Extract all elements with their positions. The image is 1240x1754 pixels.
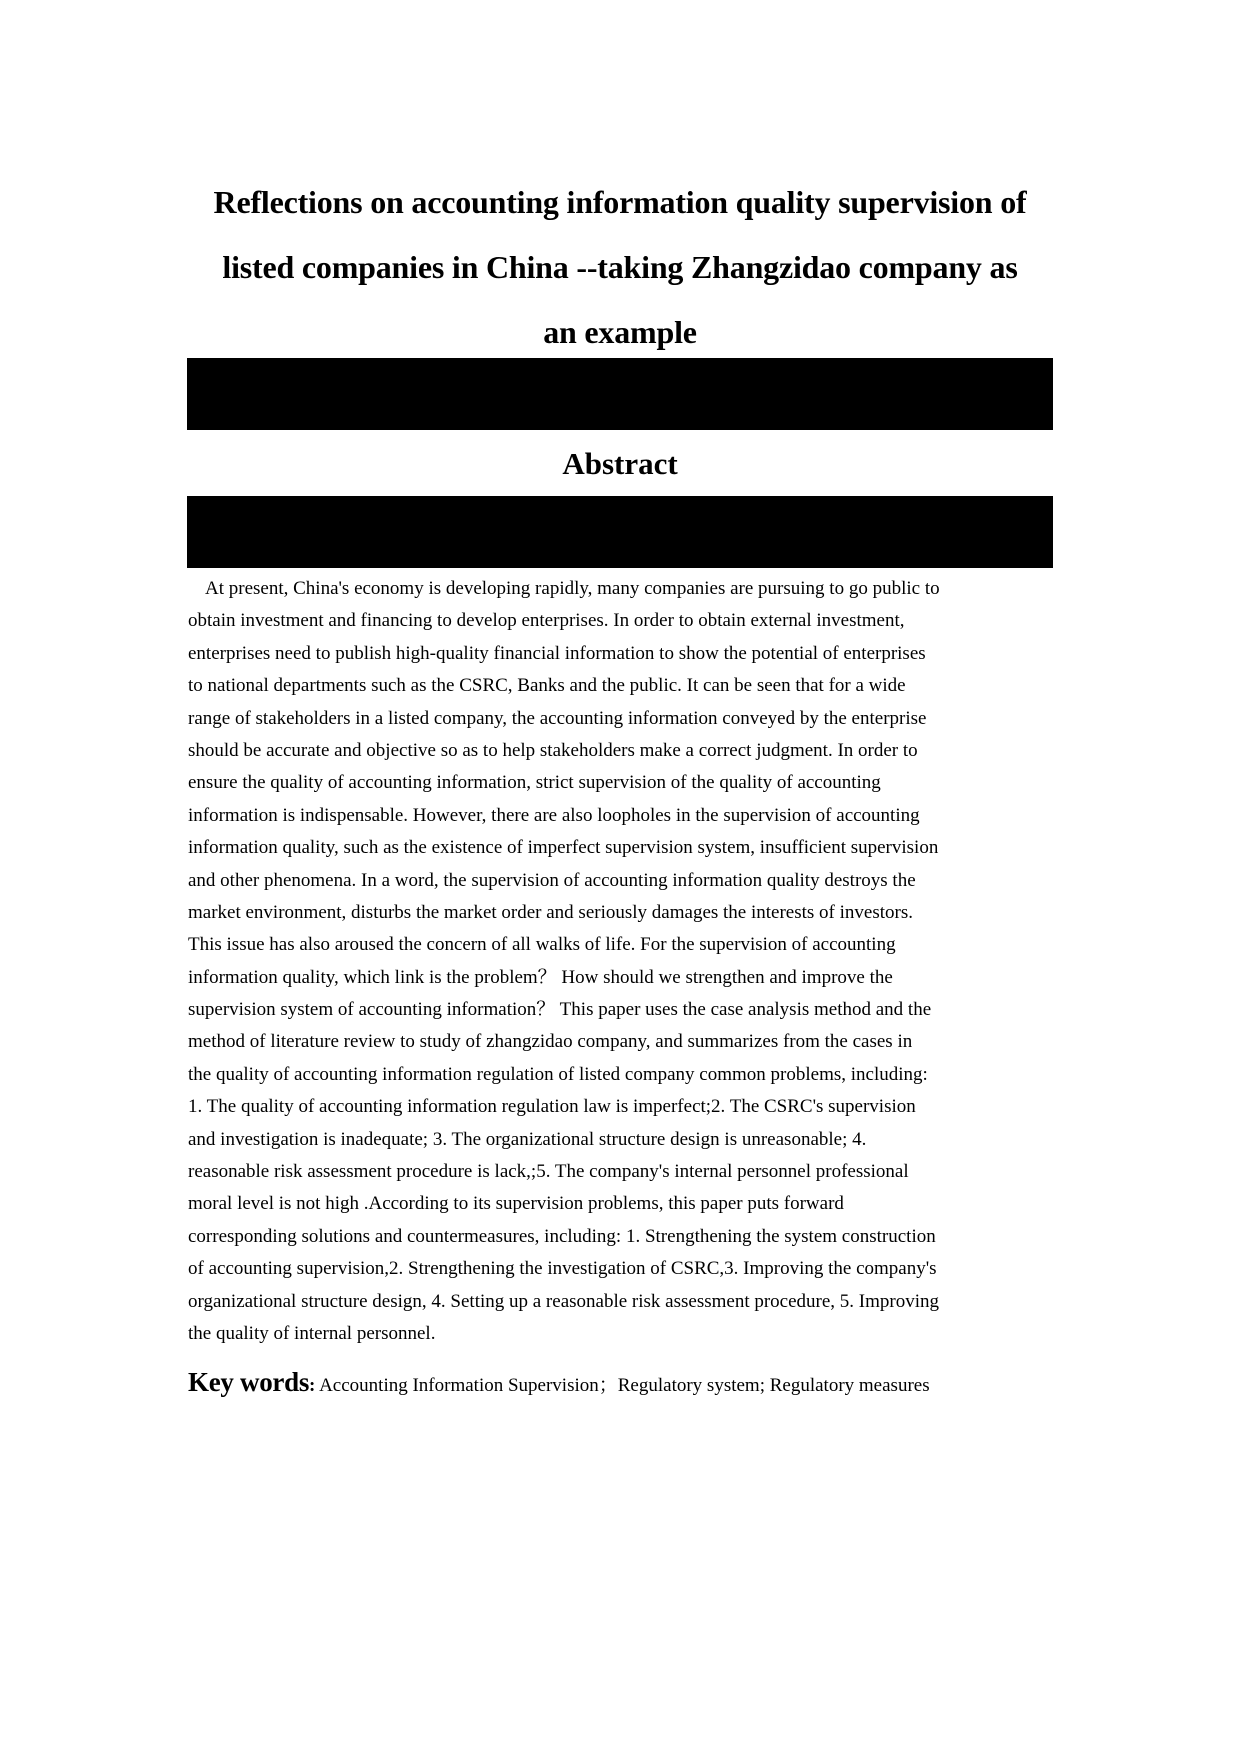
abstract-line: enterprises need to publish high-quality financial information to show the potential of enterprises (188, 642, 926, 664)
abstract-line: At present, China's economy is developing rapidly, many companies are pursuing to go public to (205, 578, 940, 599)
abstract-line: 1. The quality of accounting information regulation law is imperfect;2. The CSRC's supervision (188, 1096, 916, 1118)
abstract-body (188, 573, 1058, 1350)
abstract-line: information is indispensable. However, there are also loopholes in the supervision of accounting (188, 804, 920, 826)
abstract-line: moral level is not high .According to its supervision problems, this paper puts forward (188, 1193, 844, 1215)
paper-title (187, 170, 1053, 365)
title-line-2: listed companies in China --taking Zhangzidao company as (222, 249, 1018, 285)
abstract-line: and other phenomena. In a word, the supervision of accounting information quality destroys the (188, 869, 916, 891)
abstract-line: supervision system of accounting information？ This paper uses the case analysis method and the (188, 999, 932, 1021)
abstract-line: market environment, disturbs the market order and seriously damages the interests of investors. (188, 901, 913, 923)
redaction-bar-abstract (187, 496, 1053, 568)
keywords (188, 1364, 1068, 1405)
abstract-line: the quality of accounting information regulation of listed company common problems, including: (188, 1063, 928, 1085)
abstract-line: This issue has also aroused the concern of all walks of life. For the supervision of accounting (188, 934, 896, 956)
abstract-line: ensure the quality of accounting information, strict supervision of the quality of accounting (188, 772, 881, 794)
abstract-line: method of literature review to study of zhangzidao company, and summarizes from the cases in (188, 1031, 913, 1053)
abstract-line: reasonable risk assessment procedure is lack,;5. The company's internal personnel professional (188, 1161, 909, 1183)
abstract-line: information quality, which link is the problem？ How should we strengthen and improve the (188, 966, 893, 988)
abstract-line: of accounting supervision,2. Strengthening the investigation of CSRC,3. Improving the company's (188, 1258, 937, 1280)
title-line-3: an example (543, 314, 697, 350)
abstract-line: organizational structure design, 4. Setting up a reasonable risk assessment procedure, 5. Improving (188, 1290, 940, 1312)
abstract-line: corresponding solutions and countermeasures, including: 1. Strengthening the system construction (188, 1225, 936, 1247)
abstract-line: should be accurate and objective so as to help stakeholders make a correct judgment. In order to (188, 739, 918, 761)
keywords-label: Key words (188, 1367, 310, 1397)
abstract-line: the quality of internal personnel. (188, 1322, 436, 1344)
abstract-line: obtain investment and financing to develop enterprises. In order to obtain external investment, (188, 610, 905, 632)
keywords-colon: : (309, 1375, 316, 1396)
abstract-line: and investigation is inadequate; 3. The organizational structure design is unreasonable; 4. (188, 1128, 867, 1150)
abstract-line: to national departments such as the CSRC, Banks and the public. It can be seen that for a wide (188, 675, 906, 697)
title-line-1: Reflections on accounting information quality supervision of (213, 184, 1027, 220)
keywords-text: Accounting Information Supervision；Regulatory system; Regulatory measures (315, 1375, 930, 1396)
abstract-line: range of stakeholders in a listed company, the accounting information conveyed by the enterprise (188, 707, 927, 729)
redaction-bar-author (187, 358, 1053, 430)
abstract-line: information quality, such as the existence of imperfect supervision system, insufficient supervision (188, 837, 939, 859)
abstract-heading: Abstract (562, 446, 678, 481)
